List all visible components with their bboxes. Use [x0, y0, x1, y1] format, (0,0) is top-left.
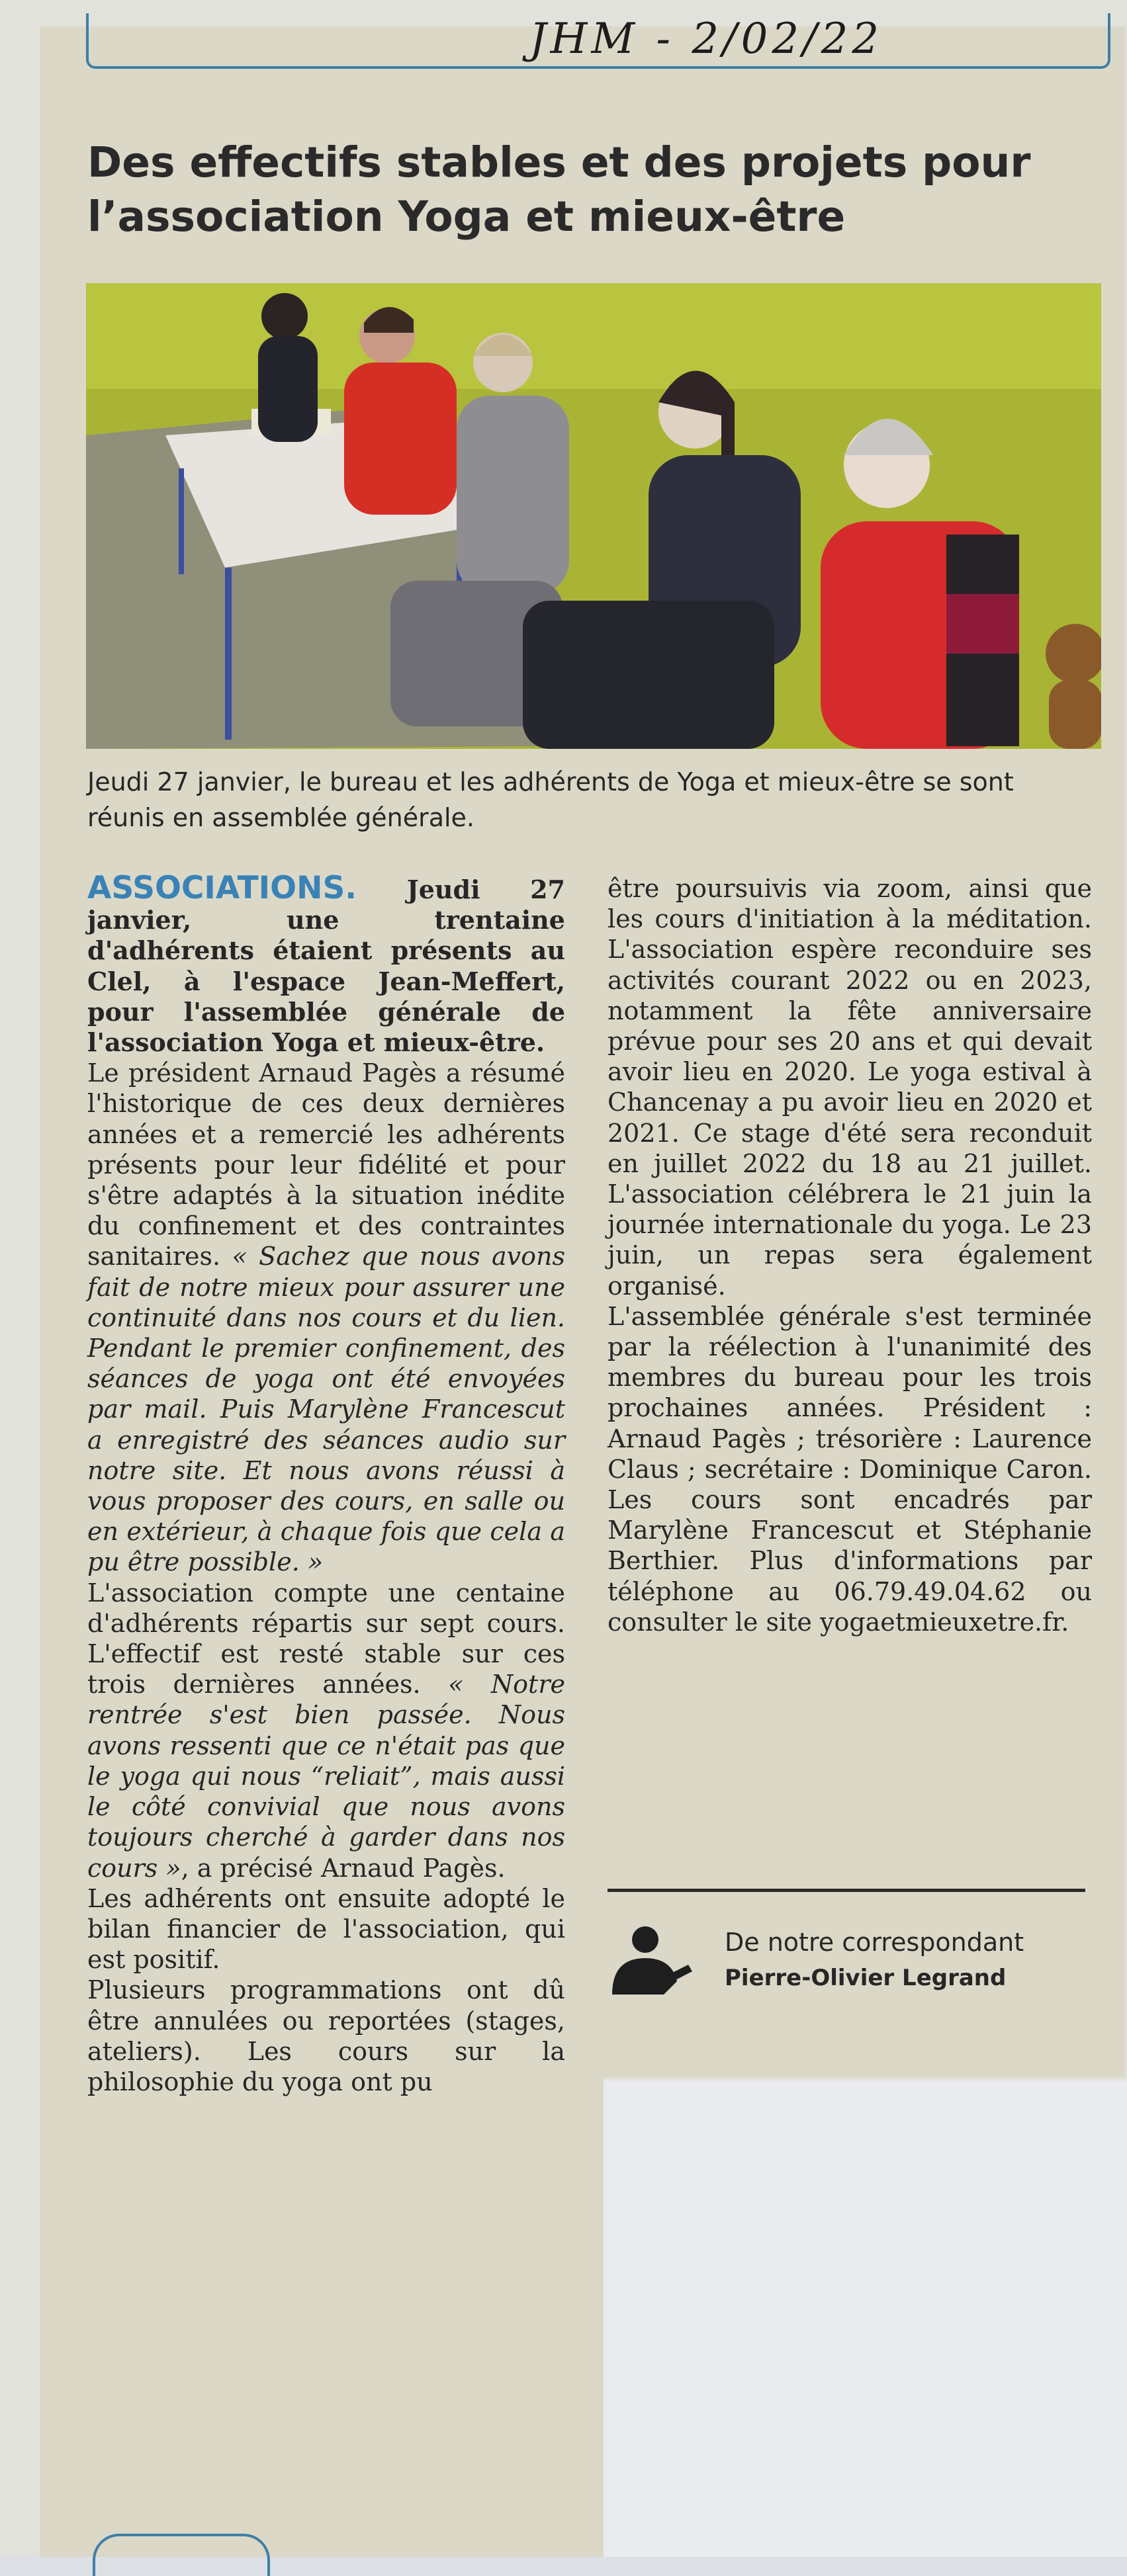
page-frame-bottom	[93, 2534, 270, 2576]
paragraph-2	[87, 1578, 565, 1883]
paragraph-3: Les adhérents ont ensuite adopté le bilan financier de l'association, qui est positif.	[87, 1883, 565, 1975]
paragraph-2-end: , a précisé Arnaud Pagès.	[181, 1853, 506, 1883]
lead-paragraph	[87, 870, 565, 1058]
newspaper-clipping-lower	[40, 2051, 604, 2557]
article-photo	[86, 283, 1101, 749]
paragraph-1	[87, 1058, 565, 1577]
paragraph-1-text: Le président Arnaud Pagès a résumé l'historique de ces deux dernières années et a remercié les adhérents présents pour leur fidélité et pour s'être adaptés à la situation inédite du confinement et des contraintes sanitaires.	[87, 1058, 565, 1271]
paragraph-1-quote: « Sachez que nous avons fait de notre mieux pour assurer une continuité dans nos cours et du lien. Pendant le premier confinement, des séances de yoga ont été envoyées par mail. Puis Marylène Francescut a enregistré des séances audio sur notre site. Et nous avons réussi à vous proposer des cours, en salle ou en extérieur, à chaque fois que cela a pu être possible. »	[87, 1242, 565, 1577]
article-column-left	[87, 870, 565, 2097]
handwritten-note: JHM - 2/02/22	[529, 15, 883, 64]
byline-divider	[608, 1889, 1085, 1892]
section-kicker: ASSOCIATIONS.	[87, 870, 357, 906]
correspondent-name: Pierre-Olivier Legrand	[725, 1965, 1007, 1991]
correspondent-label: De notre correspondant	[725, 1928, 1024, 1957]
paragraph-2-quote: « Notre rentrée s'est bien passée. Nous avons ressenti que ce n'était pas que le yoga qui nous “reliait”, mais aussi le côté convivial que nous avons toujours cherché à garder dans nos cours »	[87, 1670, 565, 1883]
meeting-photo-illustration	[86, 283, 1101, 749]
article-headline: Des effectifs stables et des projets pour l’association Yoga et mieux-être	[87, 138, 1031, 241]
article-column-right	[608, 873, 1092, 1637]
correspondent-icon	[609, 1925, 695, 1998]
lead-text: Jeudi 27 janvier, une trentaine d'adhérents étaient présents au Clel, à l'espace Jean-Meffert, pour l'assemblée générale de l'association Yoga et mieux-être.	[87, 875, 565, 1058]
paragraph-4-start: Plusieurs programmations ont dû être annulées ou reportées (stages, ateliers). Les cours sur la philosophie du yoga ont pu	[87, 1975, 565, 2096]
paragraph-5: L'assemblée générale s'est terminée par la réélection à l'unanimité des membres du bureau pour les trois prochaines années. Président : Arnaud Pagès ; trésorière : Laurence Claus ; secrétaire : Dominique Caron. Les cours sont encadrés par Marylène Francescut et Stéphanie Berthier. Plus d'informations par téléphone au 06.79.49.04.62 ou consulter le site yogaetmieuxetre.fr.	[608, 1301, 1092, 1637]
paragraph-4-continued: être poursuivis via zoom, ainsi que les cours d'initiation à la méditation. L'association espère reconduire ses activités courant 2022 ou en 2023, notamment la fête anniversaire prévue pour ses 20 ans et qui devait avoir lieu en 2020. Le yoga estival à Chancenay a pu avoir lieu en 2020 et 2021. Ce stage d'été sera reconduit en juillet 2022 du 18 au 21 juillet. L'association célébrera le 21 juin la journée internationale du yoga. Le 23 juin, un repas sera également organisé.	[608, 874, 1092, 1301]
blank-scan-area	[604, 2081, 1127, 2557]
photo-caption: Jeudi 27 janvier, le bureau et les adhérents de Yoga et mieux-être se sont réunis en assemblée générale.	[87, 767, 1014, 832]
paragraph-2-text: L'association compte une centaine d'adhérents répartis sur sept cours. L'effectif est resté stable sur ces trois dernières années.	[87, 1578, 565, 1699]
